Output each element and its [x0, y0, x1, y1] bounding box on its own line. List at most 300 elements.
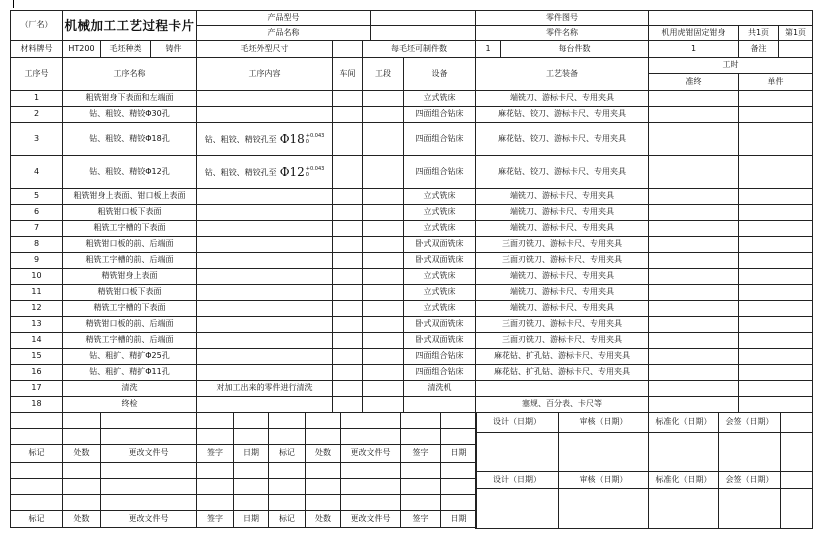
section-cell [363, 301, 404, 317]
operation-content [197, 123, 333, 156]
equipment: 四面组合钻床 [404, 365, 476, 381]
unit-time-cell [739, 397, 813, 413]
card-title: 机械加工工艺过程卡片 [63, 11, 197, 41]
blank-size-label: 毛坯外型尺寸 [197, 41, 333, 58]
revision-blank [269, 495, 306, 511]
unit-time-cell [739, 205, 813, 221]
tooling: 端铣刀、游标卡尺、专用夹具 [476, 205, 649, 221]
workshop-cell [333, 221, 363, 237]
pieces-per-unit-value: 1 [649, 41, 739, 58]
review-signature-cell [559, 489, 649, 529]
revision-blank [441, 479, 477, 495]
setup-time-cell [649, 381, 739, 397]
signoff-block [10, 412, 812, 529]
revision-blank [234, 429, 269, 445]
column-header-tooling: 工艺装备 [476, 58, 649, 91]
operation-name: 钻、粗扩、精扩Φ25孔 [63, 349, 197, 365]
operation-number: 15 [11, 349, 63, 365]
setup-time-cell [649, 156, 739, 189]
standardization-date-label: 标准化（日期） [649, 413, 719, 433]
review-signature-cell [559, 433, 649, 472]
setup-time-cell [649, 397, 739, 413]
workshop-cell [333, 123, 363, 156]
design-signature-cell [476, 433, 559, 472]
equipment: 立式铣床 [404, 189, 476, 205]
column-header-workshop: 车间 [333, 58, 363, 91]
operation-name: 精铣钳口板下表面 [63, 285, 197, 301]
product-name-value [371, 26, 476, 41]
product-model-label: 产品型号 [197, 11, 371, 26]
unit-time-cell [739, 156, 813, 189]
workshop-cell [333, 301, 363, 317]
operation-name: 钻、粗铰、精铰Φ18孔 [63, 123, 197, 156]
operation-row [11, 397, 813, 413]
operation-name: 粗铣工字槽的前、后端面 [63, 253, 197, 269]
workshop-cell [333, 269, 363, 285]
operation-row [11, 205, 813, 221]
revision-blank [306, 479, 341, 495]
operation-content-text: 对加工出来的零件进行清洗 [216, 383, 313, 393]
equipment: 四面组合钻床 [404, 349, 476, 365]
review-date-label: 审核（日期） [559, 413, 649, 433]
standardization-signature-cell [649, 433, 719, 472]
page-number: 第1页 [779, 26, 813, 41]
operation-row [11, 156, 813, 189]
unit-time-cell [739, 221, 813, 237]
countersign-signature-cell [719, 433, 781, 472]
operation-number: 2 [11, 107, 63, 123]
revision-change-doc-label: 更改文件号 [341, 511, 401, 528]
operation-row [11, 237, 813, 253]
revision-blank [306, 429, 341, 445]
operation-content [197, 205, 333, 221]
part-drawing-label: 零件图号 [476, 11, 649, 26]
operation-content [197, 365, 333, 381]
revision-blank [234, 463, 269, 479]
material-grade-value: HT200 [63, 41, 101, 58]
design-date-label: 设计（日期） [476, 472, 559, 489]
operation-name: 精铣钳口板的前、后端面 [63, 317, 197, 333]
tooling: 三面刃铣刀、游标卡尺、专用夹具 [476, 237, 649, 253]
revision-signature-label: 签字 [401, 511, 441, 528]
operation-number: 6 [11, 205, 63, 221]
section-cell [363, 333, 404, 349]
remarks-label: 备注 [739, 41, 779, 58]
column-header-section: 工段 [363, 58, 404, 91]
revision-blank [11, 413, 63, 429]
tolerance [306, 166, 325, 178]
unit-time-cell [739, 333, 813, 349]
setup-time-cell [649, 91, 739, 107]
blank-type-label: 毛坯种类 [101, 41, 151, 58]
revision-blank [11, 495, 63, 511]
operation-row [11, 317, 813, 333]
revision-blank [197, 463, 234, 479]
countersign-date-label: 会签（日期） [719, 413, 781, 433]
revision-blank [341, 479, 401, 495]
revision-signature-label: 签字 [197, 511, 234, 528]
operation-name: 钻、粗铰、精铰Φ12孔 [63, 156, 197, 189]
operation-name: 粗铣钳口板的前、后端面 [63, 237, 197, 253]
operation-content [197, 349, 333, 365]
card-header [10, 10, 813, 41]
operation-row [11, 91, 813, 107]
corner-mark [13, 0, 14, 8]
section-cell [363, 237, 404, 253]
unit-time-cell [739, 91, 813, 107]
workshop-cell [333, 285, 363, 301]
operation-name: 精铣工字槽的下表面 [63, 301, 197, 317]
revision-blank [63, 463, 101, 479]
section-cell [363, 221, 404, 237]
operation-row [11, 365, 813, 381]
revision-blank [441, 495, 477, 511]
section-cell [363, 317, 404, 333]
operation-content [197, 237, 333, 253]
operation-number: 1 [11, 91, 63, 107]
section-cell [363, 107, 404, 123]
revision-count-label: 处数 [306, 445, 341, 463]
tooling: 三面刃铣刀、游标卡尺、专用夹具 [476, 333, 649, 349]
section-cell [363, 205, 404, 221]
operation-content [197, 189, 333, 205]
tooling: 端铣刀、游标卡尺、专用夹具 [476, 269, 649, 285]
setup-time-cell [649, 317, 739, 333]
revision-date-label: 日期 [234, 511, 269, 528]
revision-blank [401, 479, 441, 495]
section-cell [363, 349, 404, 365]
setup-time-cell [649, 107, 739, 123]
design-date-label: 设计（日期） [476, 413, 559, 433]
section-cell [363, 156, 404, 189]
operation-content [197, 333, 333, 349]
equipment [404, 397, 476, 413]
revision-mark-label: 标记 [11, 445, 63, 463]
equipment: 立式铣床 [404, 205, 476, 221]
tolerance-upper: +0.043 [305, 166, 325, 172]
operation-row [11, 301, 813, 317]
workshop-cell [333, 349, 363, 365]
operation-content [197, 301, 333, 317]
operation-number: 7 [11, 221, 63, 237]
revision-blank [269, 429, 306, 445]
revision-date-label: 日期 [441, 445, 477, 463]
approval-blank [781, 413, 813, 433]
revision-count-label: 处数 [306, 511, 341, 528]
unit-time-cell [739, 349, 813, 365]
column-header-op-content: 工序内容 [197, 58, 333, 91]
setup-time-cell [649, 221, 739, 237]
operation-row [11, 221, 813, 237]
operation-number: 12 [11, 301, 63, 317]
workshop-cell [333, 205, 363, 221]
part-name-label: 零件名称 [476, 26, 649, 41]
revision-blank [234, 479, 269, 495]
operation-name: 钻、粗扩、精扩Φ11孔 [63, 365, 197, 381]
revision-blank [341, 495, 401, 511]
pieces-per-unit-label: 每台件数 [501, 41, 649, 58]
standardization-signature-cell [649, 489, 719, 529]
revision-blank [306, 495, 341, 511]
tooling: 塞规、百分表、卡尺等 [476, 397, 649, 413]
unit-time-cell [739, 253, 813, 269]
operation-content [197, 253, 333, 269]
operation-number: 17 [11, 381, 63, 397]
workshop-cell [333, 189, 363, 205]
revision-blank [197, 429, 234, 445]
unit-time-cell [739, 107, 813, 123]
setup-time-cell [649, 285, 739, 301]
tooling: 麻花钻、铰刀、游标卡尺、专用夹具 [476, 107, 649, 123]
revision-count-label: 处数 [63, 511, 101, 528]
column-header-op-name: 工序名称 [63, 58, 197, 91]
setup-time-cell [649, 123, 739, 156]
operation-number: 9 [11, 253, 63, 269]
workshop-cell [333, 91, 363, 107]
operation-content [197, 269, 333, 285]
operation-row [11, 189, 813, 205]
operation-row [11, 123, 813, 156]
operation-name: 精铣工字槽的前、后端面 [63, 333, 197, 349]
tolerance [306, 133, 325, 145]
revision-blank [401, 413, 441, 429]
tolerance-upper: +0.043 [305, 133, 325, 139]
equipment: 四面组合钻床 [404, 123, 476, 156]
operation-row [11, 269, 813, 285]
revision-mark-label: 标记 [269, 511, 306, 528]
operation-content [197, 317, 333, 333]
revision-blank [197, 495, 234, 511]
section-cell [363, 285, 404, 301]
review-date-label: 审核（日期） [559, 472, 649, 489]
operation-content [197, 381, 333, 397]
product-model-value [371, 11, 476, 26]
column-header-time: 工时 [649, 58, 813, 74]
equipment: 卧式双面铣床 [404, 253, 476, 269]
tolerance-lower: 0 [305, 139, 309, 145]
equipment: 卧式双面铣床 [404, 237, 476, 253]
setup-time-cell [649, 365, 739, 381]
section-cell [363, 381, 404, 397]
revision-mark-label: 标记 [11, 511, 63, 528]
revision-change-doc-label: 更改文件号 [101, 511, 197, 528]
section-cell [363, 253, 404, 269]
operation-name: 粗铣钳口板下表面 [63, 205, 197, 221]
pieces-per-blank-label: 每毛坯可制件数 [363, 41, 476, 58]
revision-blank [11, 479, 63, 495]
workshop-cell [333, 253, 363, 269]
revision-blank [101, 463, 197, 479]
revision-blank [234, 495, 269, 511]
workshop-cell [333, 333, 363, 349]
revision-blank [63, 479, 101, 495]
operation-number: 5 [11, 189, 63, 205]
revision-blank [306, 463, 341, 479]
operation-name: 粗铣钳身下表面和左端面 [63, 91, 197, 107]
operation-row [11, 285, 813, 301]
operations-body [11, 91, 813, 413]
operation-row [11, 253, 813, 269]
unit-time-cell [739, 269, 813, 285]
revision-change-doc-label: 更改文件号 [101, 445, 197, 463]
revision-blank [441, 413, 477, 429]
countersign-signature-cell [719, 489, 781, 529]
process-card [10, 10, 812, 529]
equipment: 清洗机 [404, 381, 476, 397]
operation-content [197, 91, 333, 107]
revision-blank [441, 463, 477, 479]
tooling: 麻花钻、铰刀、游标卡尺、专用夹具 [476, 156, 649, 189]
operation-row [11, 381, 813, 397]
column-header-op-no: 工序号 [11, 58, 63, 91]
tooling: 端铣刀、游标卡尺、专用夹具 [476, 285, 649, 301]
revision-blank [269, 463, 306, 479]
revision-blank [306, 413, 341, 429]
equipment: 立式铣床 [404, 91, 476, 107]
product-name-label: 产品名称 [197, 26, 371, 41]
blank-type-value: 铸件 [151, 41, 197, 58]
section-cell [363, 189, 404, 205]
bore-diameter: Φ12 [279, 164, 305, 179]
operation-content [197, 221, 333, 237]
part-drawing-value [649, 11, 813, 26]
tooling: 端铣刀、游标卡尺、专用夹具 [476, 91, 649, 107]
revision-signature-label: 签字 [401, 445, 441, 463]
section-cell [363, 397, 404, 413]
unit-time-cell [739, 317, 813, 333]
operation-name: 粗铣钳身上表面、钳口板上表面 [63, 189, 197, 205]
revision-date-label: 日期 [234, 445, 269, 463]
column-header-equipment: 设备 [404, 58, 476, 91]
operation-name: 清洗 [63, 381, 197, 397]
page-count: 共1页 [739, 26, 779, 41]
operation-name: 钻、粗铰、精铰Φ30孔 [63, 107, 197, 123]
operation-content [197, 156, 333, 189]
revision-blank [11, 429, 63, 445]
approval-blank [781, 489, 813, 529]
unit-time-cell [739, 365, 813, 381]
operation-number: 14 [11, 333, 63, 349]
equipment: 立式铣床 [404, 285, 476, 301]
equipment: 卧式双面铣床 [404, 333, 476, 349]
tooling: 麻花钻、扩孔钻、游标卡尺、专用夹具 [476, 365, 649, 381]
revision-change-doc-label: 更改文件号 [341, 445, 401, 463]
tooling: 三面刃铣刀、游标卡尺、专用夹具 [476, 317, 649, 333]
column-header-setup-time: 准终 [649, 74, 739, 91]
revision-blank [341, 429, 401, 445]
setup-time-cell [649, 253, 739, 269]
approval-table [475, 412, 813, 529]
equipment: 卧式双面铣床 [404, 317, 476, 333]
section-cell [363, 365, 404, 381]
material-grade-label: 材料牌号 [11, 41, 63, 58]
workshop-cell [333, 381, 363, 397]
unit-time-cell [739, 189, 813, 205]
revision-blank [341, 463, 401, 479]
approval-blank [781, 433, 813, 472]
operation-number: 13 [11, 317, 63, 333]
column-header-unit-time: 单件 [739, 74, 813, 91]
revision-blank [101, 495, 197, 511]
unit-time-cell [739, 237, 813, 253]
operation-row [11, 333, 813, 349]
workshop-cell [333, 365, 363, 381]
setup-time-cell [649, 333, 739, 349]
operation-number: 11 [11, 285, 63, 301]
unit-time-cell [739, 301, 813, 317]
operation-content [197, 397, 333, 413]
remarks-value [779, 41, 813, 58]
tooling: 麻花钻、铰刀、游标卡尺、专用夹具 [476, 123, 649, 156]
factory-name: （厂名） [11, 11, 63, 41]
revision-date-label: 日期 [441, 511, 477, 528]
section-cell [363, 91, 404, 107]
revision-blank [269, 479, 306, 495]
revision-blank [401, 463, 441, 479]
bore-diameter: Φ18 [279, 131, 305, 146]
unit-time-cell [739, 123, 813, 156]
section-cell [363, 269, 404, 285]
revision-blank [341, 413, 401, 429]
tooling [476, 381, 649, 397]
operations-table [10, 57, 813, 413]
section-cell [363, 123, 404, 156]
unit-time-cell [739, 285, 813, 301]
operation-number: 3 [11, 123, 63, 156]
revision-blank [401, 495, 441, 511]
countersign-date-label: 会签（日期） [719, 472, 781, 489]
tooling: 端铣刀、游标卡尺、专用夹具 [476, 301, 649, 317]
operation-content [197, 285, 333, 301]
workshop-cell [333, 107, 363, 123]
operation-name: 粗铣工字槽的下表面 [63, 221, 197, 237]
part-name-value: 机用虎钳固定钳身 [649, 26, 739, 41]
workshop-cell [333, 317, 363, 333]
operation-number: 18 [11, 397, 63, 413]
revision-blank [63, 429, 101, 445]
revision-blank [197, 413, 234, 429]
tooling: 端铣刀、游标卡尺、专用夹具 [476, 221, 649, 237]
revision-blank [11, 463, 63, 479]
tolerance-lower: 0 [305, 172, 309, 178]
revision-signature-label: 签字 [197, 445, 234, 463]
revision-blank [63, 413, 101, 429]
standardization-date-label: 标准化（日期） [649, 472, 719, 489]
revision-blank [269, 413, 306, 429]
revision-blank [63, 495, 101, 511]
revision-mark-label: 标记 [269, 445, 306, 463]
workshop-cell [333, 397, 363, 413]
equipment: 四面组合钻床 [404, 107, 476, 123]
revision-blank [101, 413, 197, 429]
operation-content [197, 107, 333, 123]
setup-time-cell [649, 349, 739, 365]
revision-blank [101, 479, 197, 495]
revision-count-label: 处数 [63, 445, 101, 463]
revision-blank [197, 479, 234, 495]
material-row [10, 40, 813, 58]
setup-time-cell [649, 189, 739, 205]
operation-number: 16 [11, 365, 63, 381]
operation-row [11, 349, 813, 365]
revision-table [10, 412, 477, 528]
operation-content-text: 钻、粗铰、精铰孔至 [204, 167, 277, 177]
revision-blank [234, 413, 269, 429]
unit-time-cell [739, 381, 813, 397]
setup-time-cell [649, 237, 739, 253]
design-signature-cell [476, 489, 559, 529]
tooling: 端铣刀、游标卡尺、专用夹具 [476, 189, 649, 205]
